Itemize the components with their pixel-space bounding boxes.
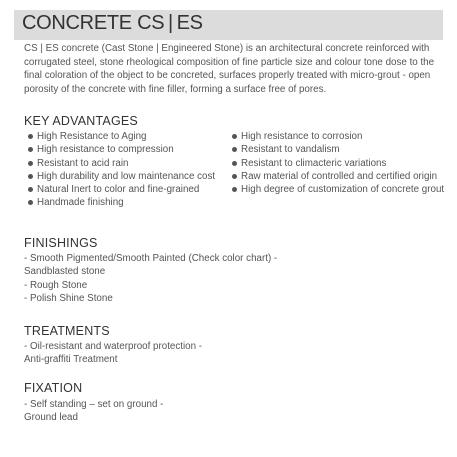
advantages-left-list	[28, 130, 228, 210]
list-item: High Resistance to Aging	[28, 130, 228, 143]
list-item: High durability and low maintenance cost	[28, 170, 228, 183]
bullet-icon	[232, 147, 237, 152]
bullet-icon	[28, 161, 33, 166]
bullet-icon	[232, 161, 237, 166]
list-item: - Rough Stone	[24, 279, 88, 291]
bullet-icon	[28, 147, 33, 152]
list-item: - Self standing – set on ground -	[24, 399, 164, 410]
list-item: Resistant to vandalism	[232, 143, 452, 156]
bullet-icon	[28, 200, 33, 205]
fixation-list	[24, 398, 444, 425]
treatments-heading: TREATMENTS	[24, 324, 110, 338]
list-item: Anti-graffiti Treatment	[24, 354, 118, 366]
list-item: Handmade finishing	[28, 196, 228, 209]
fixation-heading: FIXATION	[24, 381, 83, 395]
bullet-icon	[28, 187, 33, 192]
list-item: High resistance to corrosion	[232, 130, 452, 143]
treatments-list	[24, 340, 444, 367]
key-advantages-heading: KEY ADVANTAGES	[24, 114, 138, 128]
bullet-icon	[28, 134, 33, 139]
list-item: Sandblasted stone	[24, 266, 106, 278]
bullet-icon	[28, 174, 33, 179]
bullet-icon	[232, 134, 237, 139]
list-item: Ground lead	[24, 412, 78, 424]
list-item: - Oil-resistant and waterproof protection -	[24, 341, 203, 352]
advantages-right-list	[232, 130, 452, 196]
list-item: Raw material of controlled and certified origin	[232, 170, 452, 183]
list-item: - Polish Shine Stone	[24, 292, 113, 304]
page-title: CONCRETE CS | ES	[22, 12, 203, 34]
list-item: Resistant to acid rain	[28, 157, 228, 170]
finishings-list	[24, 252, 444, 305]
bullet-icon	[232, 187, 237, 192]
list-item: High resistance to compression	[28, 143, 228, 156]
list-item: Resistant to climacteric variations	[232, 157, 452, 170]
list-item: - Smooth Pigmented/Smooth Painted (Check color chart) -	[24, 253, 278, 264]
intro-paragraph: CS | ES concrete (Cast Stone | Engineered Stone) is an architectural concrete reinforced with corrugated steel, stone rheological composition of fine particle size and colour tone dose to the final coloration of the object to be concreted, surfaces properly treated with micro-grout - open porosity of the concrete with fine filler, forming a surface free of pores.	[24, 43, 435, 95]
finishings-heading: FINISHINGS	[24, 236, 98, 250]
list-item: Natural Inert to color and fine-grained	[28, 183, 228, 196]
bullet-icon	[232, 174, 237, 179]
list-item: High degree of customization of concrete grout	[232, 183, 452, 196]
